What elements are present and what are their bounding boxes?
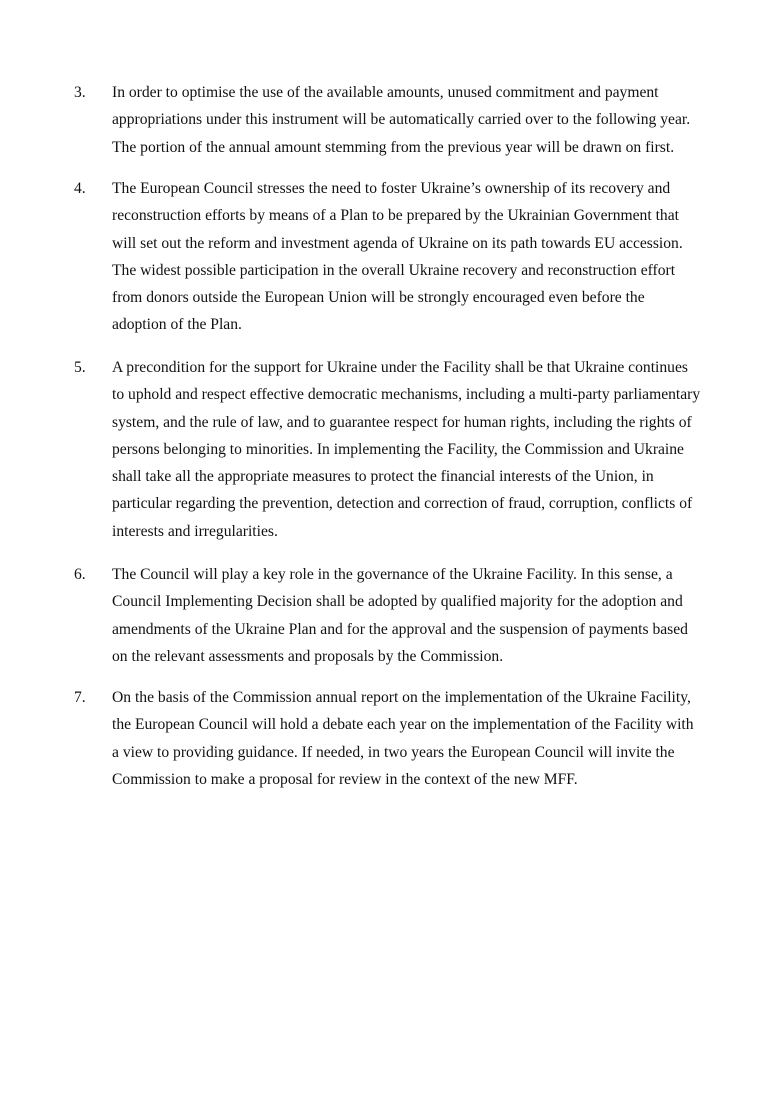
text-line: a view to providing guidance. If needed, in two years the European Council will invite the <box>112 743 675 761</box>
text-line: adoption of the Plan. <box>112 316 242 334</box>
text-line: A precondition for the support for Ukraine under the Facility shall be that Ukraine continues <box>112 359 688 376</box>
text-line: on the relevant assessments and proposals by the Commission. <box>112 647 504 665</box>
text-line: particular regarding the prevention, detection and correction of fraud, corruption, conflicts of <box>112 495 693 513</box>
paragraph-text <box>112 354 714 545</box>
text-line: Council Implementing Decision shall be adopted by qualified majority for the adoption and <box>112 593 683 611</box>
text-line: the European Council will hold a debate each year on the implementation of the Facility with <box>112 716 694 734</box>
text-line: amendments of the Ukraine Plan and for the approval and the suspension of payments based <box>112 620 688 638</box>
text-line: Commission to make a proposal for review in the context of the new MFF. <box>112 770 578 788</box>
paragraph-number: 5. <box>74 359 86 376</box>
text-line: reconstruction efforts by means of a Plan to be prepared by the Ukrainian Government that <box>112 207 679 225</box>
paragraph-number: 4. <box>74 180 86 197</box>
paragraph-number: 3. <box>74 84 86 101</box>
text-line: interests and irregularities. <box>112 522 278 540</box>
text-line: The European Council stresses the need to foster Ukraine’s ownership of its recovery and <box>112 180 671 197</box>
paragraph-number: 7. <box>74 689 86 706</box>
text-line: system, and the rule of law, and to guarantee respect for human rights, including the rights of <box>112 413 692 431</box>
text-line: appropriations under this instrument will be automatically carried over to the following year. <box>112 111 691 129</box>
text-line: The Council will play a key role in the governance of the Ukraine Facility. In this sense, a <box>112 566 673 583</box>
paragraph-text <box>112 175 714 339</box>
text-line: to uphold and respect effective democratic mechanisms, including a multi-party parliamentary <box>112 386 701 404</box>
paragraph-text <box>112 684 714 793</box>
text-line: The portion of the annual amount stemming from the previous year will be drawn on first. <box>112 138 675 156</box>
paragraph-7 <box>74 684 714 793</box>
paragraph-number: 6. <box>74 566 86 583</box>
text-line: shall take all the appropriate measures to protect the financial interests of the Union, in <box>112 468 654 486</box>
paragraph-text <box>112 79 714 161</box>
text-line: will set out the reform and investment agenda of Ukraine on its path towards EU accession. <box>112 234 683 252</box>
text-line: The widest possible participation in the overall Ukraine recovery and reconstruction effort <box>112 261 676 279</box>
text-line: On the basis of the Commission annual report on the implementation of the Ukraine Facility, <box>112 689 691 706</box>
text-line: from donors outside the European Union will be strongly encouraged even before the <box>112 289 645 307</box>
paragraph-6 <box>74 561 714 670</box>
paragraph-4 <box>74 175 714 339</box>
paragraph-text <box>112 561 714 670</box>
text-line: In order to optimise the use of the available amounts, unused commitment and payment <box>112 84 659 101</box>
paragraph-3 <box>74 79 714 161</box>
paragraph-5 <box>74 354 714 545</box>
text-line: persons belonging to minorities. In implementing the Facility, the Commission and Ukraine <box>112 440 684 458</box>
